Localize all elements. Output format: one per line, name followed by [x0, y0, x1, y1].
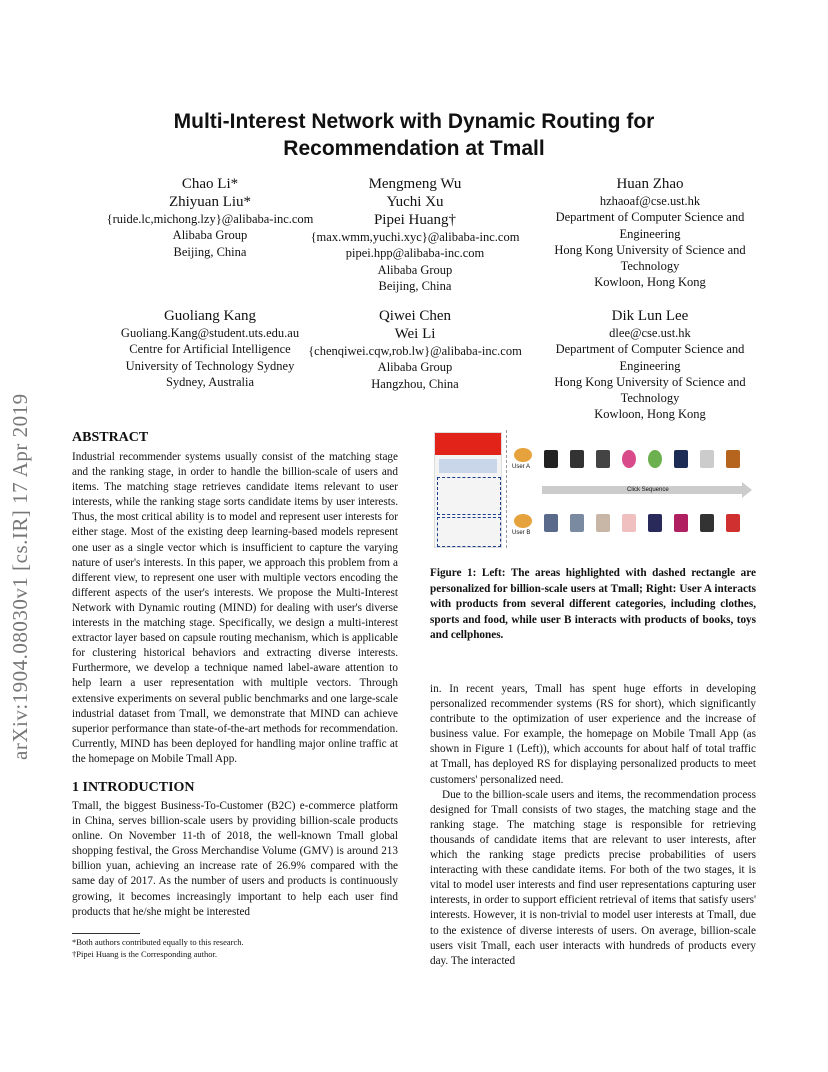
- right-column: [430, 682, 756, 969]
- author-affiliation: Engineering: [619, 226, 681, 241]
- item-clothing-image: [596, 450, 610, 468]
- figure-divider: [506, 430, 507, 548]
- author-affiliation: Department of Computer Science and: [555, 210, 745, 225]
- author-affiliation: Hong Kong University of Science and: [554, 242, 746, 257]
- author-email: hzhaoaf@cse.ust.hk: [599, 194, 701, 208]
- introduction-heading: 1 INTRODUCTION: [72, 779, 195, 795]
- user-b-avatar-icon: [514, 514, 532, 528]
- author-block-6: [520, 307, 780, 423]
- author-affiliation: Hong Kong University of Science and: [554, 374, 746, 389]
- intro-paragraph-2: Due to the billion-scale users and items, the recommendation process designed for Tmall consists of two stages, the matching stage and the ranking stage. The matching stage is responsible for retrieving thousands of candidate items that are relevant to user interests, after which the ranking stage predicts precise probabilities of users interacting with these candidate items. For both of the two stages, it is vital to model user interests and find user representations capturing user interests, in order to support efficient retrieval of items that satisfy users' interests. However, it is non-trivial to model user interests at Tmall, due to the existence of diverse interests of users. On average, billion-scale users visit Tmall, each user interacts with hundreds of products every day. The interacted: [430, 788, 756, 967]
- author-affiliation: University of Technology Sydney: [125, 358, 295, 373]
- user-b-label: User B: [512, 530, 531, 536]
- figure-1: [432, 428, 756, 550]
- item-book-image: [596, 514, 610, 532]
- author-name: Huan Zhao: [616, 176, 684, 192]
- footnote-2: †Pipei Huang is the Corresponding author.: [72, 949, 217, 959]
- footnote-rule: [72, 933, 140, 934]
- item-book-image: [544, 514, 558, 532]
- title-line-1: Multi-Interest Network with Dynamic Routing for: [173, 110, 655, 133]
- arrow-head-icon: [742, 482, 752, 498]
- author-name: Zhiyuan Liu*: [168, 194, 252, 210]
- app-banner: [439, 459, 497, 473]
- author-email: {chenqiwei.cqw,rob.lw}@alibaba-inc.com: [308, 344, 522, 358]
- author-email: Guoliang.Kang@student.uts.edu.au: [120, 326, 300, 340]
- author-location: Beijing, China: [378, 278, 452, 293]
- footnote-1: *Both authors contributed equally to this research.: [72, 937, 244, 947]
- author-location: Sydney, Australia: [165, 374, 255, 389]
- author-affiliation: Technology: [620, 259, 680, 274]
- dashed-personalized-area-2: [437, 517, 501, 547]
- author-affiliation: Engineering: [619, 358, 681, 373]
- author-name: Dik Lun Lee: [611, 308, 689, 324]
- item-clothing-image: [544, 450, 558, 468]
- author-affiliation: Centre for Artificial Intelligence: [129, 342, 291, 357]
- click-sequence-label: Click Sequence: [627, 487, 669, 493]
- author-block-2: [290, 175, 540, 294]
- item-ball-image: [622, 450, 636, 468]
- author-block-3: [520, 175, 780, 291]
- footnotes: [72, 936, 398, 960]
- item-toy-image: [726, 514, 740, 532]
- item-cellphone-image: [700, 514, 714, 532]
- author-location: Kowloon, Hong Kong: [594, 407, 706, 422]
- item-cellphone-image: [674, 514, 688, 532]
- item-ball-image: [648, 450, 662, 468]
- author-email: pipei.hpp@alibaba-inc.com: [345, 246, 485, 261]
- left-column: [72, 430, 398, 920]
- figure-caption: Figure 1: Left: The areas highlighted with dashed rectangle are personalized for billion-scale users at Tmall; Right: User A interacts with products from several different categories, including clothes, sports and food, while user B interacts with products of books, toys and cellphones.: [430, 567, 756, 641]
- author-location: Kowloon, Hong Kong: [594, 275, 706, 290]
- author-name: Guoliang Kang: [163, 308, 257, 324]
- author-location: Hangzhou, China: [371, 376, 459, 391]
- arxiv-identifier: arXiv:1904.08030v1 [cs.IR] 17 Apr 2019: [8, 393, 32, 760]
- author-name: Qiwei Chen: [378, 308, 452, 324]
- item-sports-image: [700, 450, 714, 468]
- app-screenshot: [434, 432, 502, 548]
- dashed-personalized-area-1: [437, 477, 501, 515]
- author-name: Mengmeng Wu: [368, 176, 462, 192]
- author-name: Pipei Huang†: [373, 212, 457, 228]
- user-a-avatar-icon: [514, 448, 532, 462]
- author-email: {max.wmm,yuchi.xyc}@alibaba-inc.com: [310, 230, 520, 244]
- author-affiliation: Alibaba Group: [377, 360, 453, 375]
- item-book-image: [570, 514, 584, 532]
- author-email: dlee@cse.ust.hk: [609, 326, 691, 340]
- item-toy-image: [622, 514, 636, 532]
- author-block-5: [290, 307, 540, 392]
- author-affiliation: Technology: [620, 391, 680, 406]
- author-name: Chao Li*: [181, 176, 239, 192]
- paper-title: [0, 108, 828, 162]
- user-a-label: User A: [512, 464, 531, 470]
- author-affiliation: Alibaba Group: [172, 228, 248, 243]
- item-food-image: [726, 450, 740, 468]
- author-affiliation: Alibaba Group: [377, 262, 453, 277]
- title-line-2: Recommendation at Tmall: [283, 137, 545, 160]
- author-name: Wei Li: [394, 326, 436, 342]
- intro-paragraph-1: in. In recent years, Tmall has spent huge efforts in developing personalized recommender systems (RS for short), which significantly contribute to the optimization of user experience and the increase of business value. For example, the homepage on Mobile Tmall App (as shown in Figure 1 (Left)), which accounts for about half of total traffic at Tmall, has deployed RS for displaying personalized products to meet customers' personalized need.: [430, 683, 756, 786]
- introduction-text: Tmall, the biggest Business-To-Customer (B2C) e-commerce platform in China, serves billion-scale users by providing billion-scale products online. On November 11-th of 2018, the well-known Tmall global shopping festival, the Gross Merchandise Volume (GMV) is around 213 billion yuan, achieving an increase rate of 26.9% compared with the same day of 2017. As the number of users and products is continuously growing, it becomes increasingly important to help each user find products that he/she might be interested: [72, 799, 398, 918]
- app-header-banner: [435, 433, 501, 455]
- item-cellphone-image: [648, 514, 662, 532]
- author-affiliation: Department of Computer Science and: [555, 342, 745, 357]
- abstract-heading: ABSTRACT: [72, 430, 149, 445]
- author-name: Yuchi Xu: [386, 194, 444, 210]
- abstract-text: Industrial recommender systems usually consist of the matching stage and the ranking stage, in order to handle the billion-scale of users and items. The matching stage retrieves candidate items relevant to user interests, while the ranking stage sorts candidate items by user interests. Thus, the most critical ability is to model and represent user interests for either stage. Most of the existing deep learning-based models represent one user as a single vector which is insufficient to capture the varying nature of user's interests. In this paper, we approach this problem from a different view, to represent one user with multiple vectors encoding the different aspects of the user's interests. We propose the Multi-Interest Network with Dynamic routing (MIND) for dealing with user's diverse interests in the matching stage. Specifically, we design a multi-interest extractor layer based on capsule routing mechanism, which is applicable for clustering historical behaviors and extracting diverse interests. Furthermore, we develop a technique named label-aware attention to help learn a user representation with multiple vectors. Through extensive experiments on several public benchmarks and one large-scale industrial dataset from Tmall, we demonstrate that MIND can achieve superior performance than state-of-the-art methods for recommendation. Currently, MIND has been deployed for handling major online traffic at the homepage on Mobile Tmall App.: [72, 451, 398, 765]
- author-email: {ruide.lc,michong.lzy}@alibaba-inc.com: [106, 212, 314, 226]
- item-clothing-image: [570, 450, 584, 468]
- item-clothing-image: [674, 450, 688, 468]
- author-location: Beijing, China: [173, 244, 247, 259]
